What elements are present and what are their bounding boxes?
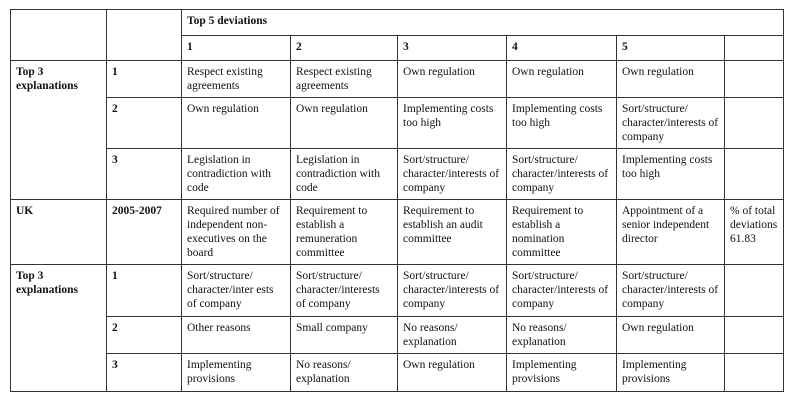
blank-cell <box>11 10 107 36</box>
rank-cell: 3 <box>107 149 182 200</box>
table-cell: Requirement to establish a nomination committee <box>507 200 617 265</box>
rank-cell: 2 <box>107 98 182 149</box>
blank-cell <box>725 98 784 149</box>
total-deviations-cell: % of total deviations 61.83 <box>725 200 784 265</box>
table-row <box>11 149 784 200</box>
table-cell: Respect existing agreements <box>291 61 398 98</box>
column-header: 3 <box>398 36 507 61</box>
table-cell: Requirement to establish a remuneration committee <box>291 200 398 265</box>
blank-cell <box>107 10 182 36</box>
column-header: 4 <box>507 36 617 61</box>
table-row <box>11 265 784 317</box>
table-cell: No reasons/ explanation <box>291 354 398 392</box>
table-cell: Own regulation <box>182 98 291 149</box>
table-cell: Sort/structure/ character/interests of company <box>398 149 507 200</box>
table-cell: Implementing provisions <box>617 354 725 392</box>
table-cell: Sort/structure/ character/inter ests of company <box>182 265 291 317</box>
table-cell: Own regulation <box>398 61 507 98</box>
table-cell: Own regulation <box>291 98 398 149</box>
table-cell: Sort/structure/ character/interests of company <box>291 265 398 317</box>
table-title: Top 5 deviations <box>182 10 784 36</box>
blank-cell <box>725 36 784 61</box>
table-cell: Implementing costs too high <box>507 98 617 149</box>
table-cell: Sort/structure/ character/interests of company <box>617 98 725 149</box>
table-cell: Implementing provisions <box>182 354 291 392</box>
blank-cell <box>725 61 784 98</box>
blank-cell <box>725 265 784 317</box>
section-label: Top 3 explanations <box>11 265 107 392</box>
header-title-row <box>11 10 784 36</box>
blank-cell <box>11 36 107 61</box>
table-cell: Legislation in contradiction with code <box>291 149 398 200</box>
column-header: 1 <box>182 36 291 61</box>
table-cell: Implementing costs too high <box>617 149 725 200</box>
blank-cell <box>725 354 784 392</box>
period-cell: 2005-2007 <box>107 200 182 265</box>
table-cell: Respect existing agreements <box>182 61 291 98</box>
rank-cell: 3 <box>107 354 182 392</box>
header-columns-row <box>11 36 784 61</box>
deviations-document <box>10 9 784 392</box>
table-cell: Requirement to establish an audit committee <box>398 200 507 265</box>
table-row <box>11 317 784 354</box>
section-label: Top 3 explanations <box>11 61 107 200</box>
table-cell: Own regulation <box>398 354 507 392</box>
table-cell: Sort/structure/ character/interests of company <box>507 149 617 200</box>
table-cell: Sort/structure/ character/interests of company <box>507 265 617 317</box>
rank-cell: 2 <box>107 317 182 354</box>
table-cell: Own regulation <box>617 317 725 354</box>
blank-cell <box>107 36 182 61</box>
table-cell: No reasons/ explanation <box>507 317 617 354</box>
rank-cell: 1 <box>107 265 182 317</box>
table-row <box>11 98 784 149</box>
table-cell: Small company <box>291 317 398 354</box>
table-cell: Required number of independent non-executives on the board <box>182 200 291 265</box>
table-cell: Implementing provisions <box>507 354 617 392</box>
uk-row <box>11 200 784 265</box>
rank-cell: 1 <box>107 61 182 98</box>
table-row <box>11 354 784 392</box>
table-cell: Own regulation <box>507 61 617 98</box>
table-cell: Own regulation <box>617 61 725 98</box>
table-row <box>11 61 784 98</box>
blank-cell <box>725 317 784 354</box>
column-header: 5 <box>617 36 725 61</box>
table-cell: Legislation in contradiction with code <box>182 149 291 200</box>
blank-cell <box>725 149 784 200</box>
country-cell: UK <box>11 200 107 265</box>
table-cell: Sort/structure/ character/interests of company <box>617 265 725 317</box>
table-cell: Implementing costs too high <box>398 98 507 149</box>
table-cell: Sort/structure/ character/interests of company <box>398 265 507 317</box>
deviations-table <box>10 9 784 392</box>
table-cell: Other reasons <box>182 317 291 354</box>
column-header: 2 <box>291 36 398 61</box>
table-cell: Appointment of a senior independent director <box>617 200 725 265</box>
table-cell: No reasons/ explanation <box>398 317 507 354</box>
